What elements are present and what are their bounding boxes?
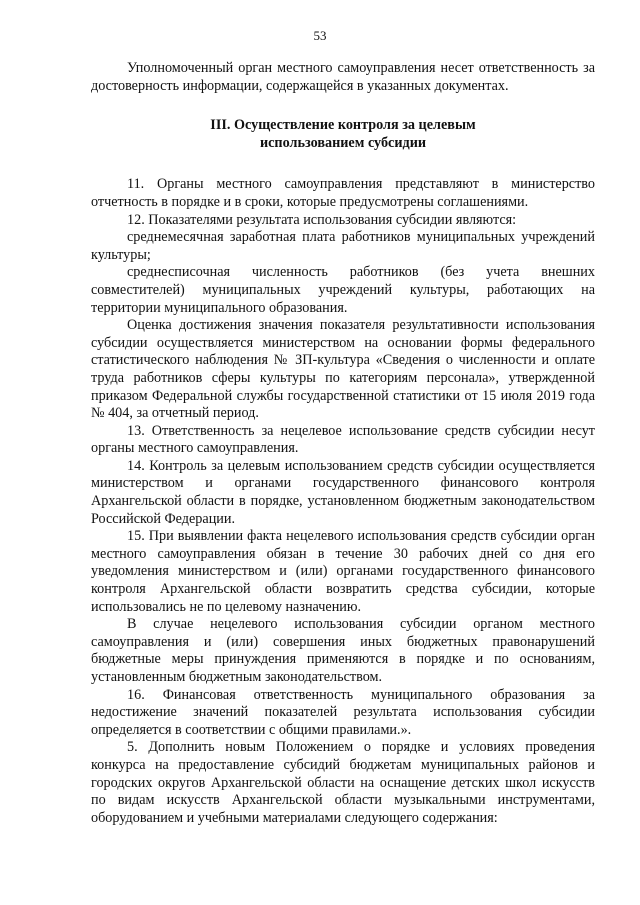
paragraph-16: 16. Финансовая ответственность муниципального образования за недостижение значений показателей результата использования субсидии определяется в соответствии с общими правилами.». — [91, 686, 595, 738]
paragraph-11: 11. Органы местного самоуправления представляют в министерство отчетность в порядке и в сроки, которые предусмотрены соглашениями. — [91, 176, 595, 210]
indicator-headcount: среднесписочная численность работников (без учета внешних совместителей) муниципальных учреждений культуры, работающих на территории муниципального образования. — [91, 264, 595, 316]
section-heading-line-2: использованием субсидии — [259, 134, 427, 151]
paragraph-12: 12. Показателями результата использования субсидии являются: — [127, 211, 517, 228]
paragraph-misuse: В случае нецелевого использования субсидии органом местного самоуправления и (или) совершения иных бюджетных правонарушений бюджетные меры принуждения применяются в порядке и по основаниям, установленным бюджетным законодательством. — [91, 616, 595, 685]
paragraph-14: 14. Контроль за целевым использованием средств субсидии осуществляется министерством и органами государственного финансового контроля Архангельской области в порядке, установленном бюджетным законодательством Российской Федерации. — [91, 457, 595, 527]
paragraph-15: 15. При выявлении факта нецелевого использования средств субсидии орган местного самоуправления обязан в течение 30 рабочих дней со дня его уведомления министерством и (или) органами государственного финансового контроля Архангельской области возвратить средства субсидии, которые использовались не по целевому назначению. — [91, 528, 595, 615]
indicator-salary: среднемесячная заработная плата работников муниципальных учреждений культуры; — [91, 229, 595, 263]
intro-paragraph: Уполномоченный орган местного самоуправления несет ответственность за достоверность информации, содержащейся в указанных документах. — [91, 60, 595, 94]
paragraph-assessment: Оценка достижения значения показателя результативности использования субсидии осуществляется министерством на основании формы федерального статистического наблюдения № ЗП-культура «Сведения о численности и оплате труда работников сферы культуры по категориям персонала», утвержденной приказом Федеральной службы государственной статистики от 15 июля 2019 года № 404, за отчетный период. — [91, 317, 595, 422]
paragraph-5-amendment: 5. Дополнить новым Положением о порядке и условиях проведения конкурса на предоставление субсидий бюджетам муниципальных районов и городских округов Архангельской области на оснащение детских школ искусств по видам искусств Архангельской области музыкальными инструментами, оборудованием и учебными материалами следующего содержания: — [91, 739, 595, 826]
page-number: 53 — [313, 28, 327, 43]
section-heading — [91, 117, 595, 152]
paragraph-13: 13. Ответственность за нецелевое использование средств субсидии несут органы местного самоуправления. — [91, 422, 595, 457]
document-body — [91, 60, 595, 827]
section-heading-line-1: III. Осуществление контроля за целевым — [210, 117, 476, 134]
